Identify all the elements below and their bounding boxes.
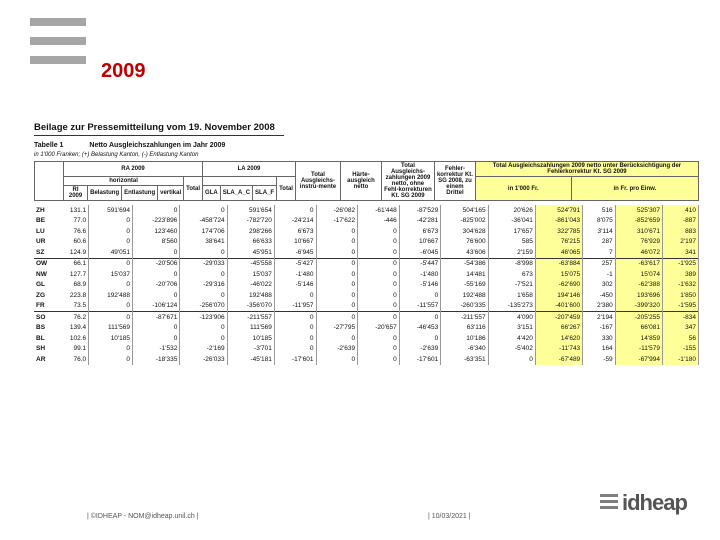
value-cell: -1'925 [662, 258, 698, 269]
value-cell: 525'307 [615, 205, 662, 216]
header-la-sub [203, 177, 277, 186]
value-cell: 124.9 [56, 247, 89, 258]
value-cell: 3'114 [583, 226, 616, 237]
value-cell: 0 [316, 333, 358, 344]
value-cell: 127.7 [56, 269, 89, 280]
header-final-a: in 1'000 Fr. [475, 177, 571, 201]
value-cell: 46'065 [535, 247, 582, 258]
value-cell: 322'785 [535, 226, 582, 237]
value-cell: 76.0 [56, 354, 89, 365]
value-cell: 0 [180, 290, 227, 301]
table-row [34, 216, 699, 227]
header-total1: Total [184, 177, 203, 201]
table-label [34, 142, 699, 149]
header-sla-ac: SLA_A_C [220, 186, 252, 201]
value-cell: 2'380 [583, 301, 616, 312]
canton-cell: SO [34, 312, 56, 323]
value-cell: -1 [583, 269, 616, 280]
value-cell: 0 [358, 354, 400, 365]
value-cell: 0 [180, 247, 227, 258]
value-cell: -2'169 [180, 344, 227, 355]
value-cell: 0 [133, 290, 180, 301]
canton-cell: AR [36, 355, 46, 363]
bar [30, 56, 86, 64]
value-cell: 111'569 [227, 323, 274, 334]
value-cell: -87'671 [133, 312, 180, 323]
value-cell: 0 [89, 301, 133, 312]
value-cell: 0 [89, 258, 133, 269]
value-cell: -17'622 [316, 216, 358, 227]
value-cell: 7 [583, 247, 616, 258]
value-cell: 15'037 [227, 269, 274, 280]
canton-cell: LU [36, 227, 45, 235]
value-cell: -834 [662, 312, 698, 323]
value-cell: 0 [133, 269, 180, 280]
value-cell: 76.2 [56, 312, 89, 323]
bar [30, 18, 86, 26]
table-row [34, 354, 699, 365]
value-cell: 0 [358, 247, 400, 258]
value-cell: -123'906 [180, 312, 227, 323]
value-cell: -62'388 [615, 280, 662, 291]
value-cell: -211'557 [227, 312, 274, 323]
table-row [34, 247, 699, 258]
value-cell: 192'488 [89, 290, 133, 301]
value-cell: -6'045 [399, 247, 441, 258]
value-cell: 49'051 [89, 247, 133, 258]
value-cell: 883 [662, 226, 698, 237]
value-cell: 257 [583, 258, 616, 269]
canton-cell: SZ [36, 248, 45, 256]
value-cell: 131.1 [56, 205, 89, 216]
value-cell: -1'480 [399, 269, 441, 280]
value-cell: 0 [180, 269, 227, 280]
value-cell: 0 [89, 354, 133, 365]
value-cell: 0 [274, 333, 316, 344]
value-cell: 15'075 [535, 269, 582, 280]
canton-cell: BE [36, 217, 46, 225]
value-cell: -17'601 [274, 354, 316, 365]
value-cell: 174'706 [180, 226, 227, 237]
value-cell: 1'850 [662, 290, 698, 301]
value-cell: 76'215 [535, 237, 582, 248]
value-cell: -458'724 [180, 216, 227, 227]
value-cell: 63'116 [441, 323, 488, 334]
canton-cell: NW [36, 270, 47, 278]
value-cell: 192'488 [227, 290, 274, 301]
value-cell: 2'197 [662, 237, 698, 248]
value-cell: 15'037 [89, 269, 133, 280]
value-cell: 302 [583, 280, 616, 291]
value-cell: -106'124 [133, 301, 180, 312]
value-cell: 0 [89, 216, 133, 227]
value-cell: 4'090 [488, 312, 535, 323]
value-cell: 10'185 [89, 333, 133, 344]
value-cell: 0 [133, 247, 180, 258]
value-cell: 45'951 [227, 247, 274, 258]
table-row [34, 237, 699, 248]
table-row [34, 333, 699, 344]
value-cell: 60.6 [56, 237, 89, 248]
value-cell: 15'074 [615, 269, 662, 280]
value-cell: 0 [399, 333, 441, 344]
value-cell: 504'165 [441, 205, 488, 216]
value-cell: -399'320 [615, 301, 662, 312]
value-cell: -6'340 [441, 344, 488, 355]
value-cell: -260'335 [441, 301, 488, 312]
header-belastung: Belastung [88, 186, 122, 201]
value-cell: 673 [488, 269, 535, 280]
value-cell: -446 [358, 216, 400, 227]
value-cell: -861'043 [535, 216, 582, 227]
value-cell: -1'480 [274, 269, 316, 280]
value-cell: 0 [274, 205, 316, 216]
value-cell: 193'696 [615, 290, 662, 301]
value-cell: -5'146 [399, 280, 441, 291]
document-scan [34, 122, 699, 365]
value-cell: -24'214 [274, 216, 316, 227]
value-cell: -42'281 [399, 216, 441, 227]
canton-cell: FR [36, 302, 45, 310]
value-cell: 585 [488, 237, 535, 248]
header-haerte: Härte-ausgleich netto [340, 162, 381, 201]
value-cell: 0 [358, 226, 400, 237]
footer-copyright: ©IDHEAP - NOM@idheap.unil.ch [90, 513, 195, 520]
value-cell: -155 [662, 344, 698, 355]
value-cell: -63'884 [535, 258, 582, 269]
value-cell: -135'273 [488, 301, 535, 312]
value-cell: 56 [662, 333, 698, 344]
value-cell: 8'075 [583, 216, 616, 227]
value-cell: 111'569 [89, 323, 133, 334]
value-cell: -5'427 [274, 258, 316, 269]
canton-cell: BL [36, 334, 45, 342]
value-cell: 194'146 [535, 290, 582, 301]
slide-title: 2009 [101, 60, 146, 82]
value-cell: 1'658 [488, 290, 535, 301]
canton-cell: GL [36, 281, 46, 289]
value-cell: -45'181 [227, 354, 274, 365]
doc-title: Beilage zur Pressemitteilung vom 19. November 2008 [34, 122, 284, 136]
value-cell: -6'945 [274, 247, 316, 258]
value-cell: -356'070 [227, 301, 274, 312]
value-cell: 0 [180, 333, 227, 344]
value-cell: -3'701 [227, 344, 274, 355]
value-cell: -1'632 [662, 280, 698, 291]
header-ri: RI 2009 [64, 186, 88, 201]
value-cell: 20'626 [488, 205, 535, 216]
value-cell: -46'453 [399, 323, 441, 334]
value-cell: 38'641 [180, 237, 227, 248]
value-cell: 76'600 [441, 237, 488, 248]
value-cell: -27'795 [316, 323, 358, 334]
value-cell: 10'667 [399, 237, 441, 248]
table-row [34, 312, 699, 323]
value-cell: -29'316 [180, 280, 227, 291]
value-cell: -61'448 [358, 205, 400, 216]
value-cell: 14'481 [441, 269, 488, 280]
table-row [34, 301, 699, 312]
value-cell: 66'267 [535, 323, 582, 334]
value-cell: 0 [89, 237, 133, 248]
header-la: LA 2009 [203, 162, 296, 177]
value-cell: -36'041 [488, 216, 535, 227]
value-cell: -20'706 [133, 280, 180, 291]
logo-text: idheap [622, 490, 687, 515]
value-cell: 389 [662, 269, 698, 280]
value-cell: -782'720 [227, 216, 274, 227]
value-cell: 46'072 [615, 247, 662, 258]
value-cell: 192'488 [441, 290, 488, 301]
value-cell: 10'185 [227, 333, 274, 344]
value-cell: 77.0 [56, 216, 89, 227]
value-cell: -5'447 [399, 258, 441, 269]
value-cell: 0 [358, 290, 400, 301]
value-cell: -211'557 [441, 312, 488, 323]
idheap-logo [600, 490, 687, 515]
value-cell: -7'521 [488, 280, 535, 291]
table-title: Netto Ausgleichszahlungen im Jahr 2009 [89, 142, 226, 149]
value-cell: -26'082 [316, 205, 358, 216]
value-cell: -11'557 [399, 301, 441, 312]
value-cell: -29'033 [180, 258, 227, 269]
value-cell: -11'579 [615, 344, 662, 355]
value-cell: 304'628 [441, 226, 488, 237]
table-row [34, 344, 699, 355]
value-cell: 76.6 [56, 226, 89, 237]
value-cell: 3'151 [488, 323, 535, 334]
value-cell: 123'460 [133, 226, 180, 237]
value-cell: -87'529 [399, 205, 441, 216]
table-body [34, 205, 699, 365]
value-cell: 0 [358, 237, 400, 248]
value-cell: 0 [274, 323, 316, 334]
value-cell: 0 [274, 290, 316, 301]
header-sla-f: SLA_F [253, 186, 277, 201]
value-cell: -207'459 [535, 312, 582, 323]
value-cell: 0 [89, 280, 133, 291]
value-cell: 0 [89, 344, 133, 355]
header-vertikal: vertikal [158, 186, 184, 201]
header-final: Total Ausgleichszahlungen 2009 netto unter Berücksichtigung der Fehlerkorrektur Kt. SG 2009 [475, 162, 698, 177]
value-cell: 4'420 [488, 333, 535, 344]
value-cell: 0 [316, 280, 358, 291]
canton-cell: UR [36, 238, 46, 246]
value-cell: -8'998 [488, 258, 535, 269]
value-cell: 310'671 [615, 226, 662, 237]
value-cell: 341 [662, 247, 698, 258]
value-cell: 6'673 [274, 226, 316, 237]
value-cell: 0 [316, 237, 358, 248]
value-cell: -20'506 [133, 258, 180, 269]
header-total-netto: Total Ausgleichs-zahlungen 2009 netto, ohne Fehl-korrekturen Kt. SG 2009 [381, 162, 434, 201]
value-cell: 287 [583, 237, 616, 248]
value-cell: 0 [358, 312, 400, 323]
value-cell: 76'929 [615, 237, 662, 248]
value-cell: -256'070 [180, 301, 227, 312]
value-cell: 0 [180, 205, 227, 216]
header-horizontal: horizontal [64, 177, 184, 186]
value-cell: 139.4 [56, 323, 89, 334]
value-cell: 2'159 [488, 247, 535, 258]
value-cell: 0 [358, 333, 400, 344]
value-cell: -54'386 [441, 258, 488, 269]
table-row [34, 290, 699, 301]
value-cell: -55'169 [441, 280, 488, 291]
value-cell: 0 [399, 290, 441, 301]
value-cell: -825'002 [441, 216, 488, 227]
value-cell: 0 [274, 312, 316, 323]
value-cell: 298'266 [227, 226, 274, 237]
value-cell: 0 [358, 301, 400, 312]
value-cell: 0 [133, 323, 180, 334]
value-cell: 0 [316, 258, 358, 269]
value-cell: 0 [316, 226, 358, 237]
value-cell: 43'606 [441, 247, 488, 258]
value-cell: -1'180 [662, 354, 698, 365]
value-cell: -1'532 [133, 344, 180, 355]
value-cell: -20'657 [358, 323, 400, 334]
value-cell: 10'667 [274, 237, 316, 248]
value-cell: 330 [583, 333, 616, 344]
value-cell: 0 [399, 312, 441, 323]
header-final-b: in Fr. pro Einw. [571, 177, 698, 201]
value-cell: -852'659 [615, 216, 662, 227]
value-cell: 6'673 [399, 226, 441, 237]
header-blank [35, 162, 64, 201]
value-cell: 10'186 [441, 333, 488, 344]
value-cell: 524'791 [535, 205, 582, 216]
footer-date: 10/03/2021 [431, 513, 467, 520]
header-total2: Total [277, 177, 296, 201]
value-cell: 0 [358, 258, 400, 269]
table-row [34, 258, 699, 269]
header-ra: RA 2009 [64, 162, 203, 177]
value-cell: -2'639 [316, 344, 358, 355]
value-cell: -17'601 [399, 354, 441, 365]
bar [30, 37, 86, 45]
value-cell: 410 [662, 205, 698, 216]
value-cell: 73.5 [56, 301, 89, 312]
value-cell: -26'033 [180, 354, 227, 365]
value-cell: -67'994 [615, 354, 662, 365]
value-cell: -5'402 [488, 344, 535, 355]
footer-right: | 10/03/2021 | [428, 513, 471, 520]
value-cell: -5'146 [274, 280, 316, 291]
value-cell: 66'633 [227, 237, 274, 248]
value-cell: 0 [358, 344, 400, 355]
header-gla: GLA [203, 186, 221, 201]
value-cell: -45'558 [227, 258, 274, 269]
table-header [34, 161, 699, 201]
value-cell: 17'657 [488, 226, 535, 237]
value-cell: -67'489 [535, 354, 582, 365]
value-cell: -887 [662, 216, 698, 227]
data-table [34, 205, 699, 365]
value-cell: -46'022 [227, 280, 274, 291]
value-cell: 0 [316, 290, 358, 301]
value-cell: -63'351 [441, 354, 488, 365]
value-cell: 0 [316, 269, 358, 280]
canton-cell: SH [36, 345, 46, 353]
canton-cell: BS [36, 324, 46, 332]
table-row [34, 269, 699, 280]
value-cell: 99.1 [56, 344, 89, 355]
footer-left: | ©IDHEAP - NOM@idheap.unil.ch | [87, 513, 199, 520]
value-cell: 102.6 [56, 333, 89, 344]
menu-bars-decoration [30, 18, 86, 75]
value-cell: 8'560 [133, 237, 180, 248]
value-cell: 66.1 [56, 258, 89, 269]
value-cell: -11'957 [274, 301, 316, 312]
value-cell: -2'639 [399, 344, 441, 355]
value-cell: 516 [583, 205, 616, 216]
table-row [34, 280, 699, 291]
value-cell: 347 [662, 323, 698, 334]
logo-bars [600, 494, 618, 509]
value-cell: -450 [583, 290, 616, 301]
value-cell: 0 [89, 226, 133, 237]
value-cell: 2'194 [583, 312, 616, 323]
value-cell: 0 [358, 280, 400, 291]
value-cell: 66'081 [615, 323, 662, 334]
canton-cell: OW [34, 258, 56, 269]
header-entlastung: Entlastung [122, 186, 158, 201]
value-cell: 0 [274, 344, 316, 355]
value-cell: -401'600 [535, 301, 582, 312]
value-cell: 0 [358, 269, 400, 280]
table-number: Tabelle 1 [34, 142, 64, 149]
value-cell: -223'896 [133, 216, 180, 227]
value-cell: -18'335 [133, 354, 180, 365]
value-cell: 14'859 [615, 333, 662, 344]
value-cell: 164 [583, 344, 616, 355]
value-cell: 68.9 [56, 280, 89, 291]
value-cell: -205'255 [615, 312, 662, 323]
value-cell: -1'595 [662, 301, 698, 312]
canton-cell: ZH [36, 206, 45, 214]
value-cell: 591'694 [89, 205, 133, 216]
header-total-ausgleich: Total Ausgleichs-instru-mente [295, 162, 340, 201]
value-cell: -11'743 [535, 344, 582, 355]
table-row [34, 205, 699, 216]
value-cell: -167 [583, 323, 616, 334]
value-cell: -62'690 [535, 280, 582, 291]
value-cell: 0 [180, 323, 227, 334]
value-cell: 223.8 [56, 290, 89, 301]
value-cell: 0 [316, 312, 358, 323]
value-cell: 0 [488, 354, 535, 365]
value-cell: 0 [316, 247, 358, 258]
value-cell: 591'654 [227, 205, 274, 216]
value-cell: -59 [583, 354, 616, 365]
value-cell: 14'620 [535, 333, 582, 344]
value-cell: 0 [316, 354, 358, 365]
table-row [34, 323, 699, 334]
canton-cell: ZG [36, 291, 46, 299]
table-row [34, 226, 699, 237]
value-cell: 0 [133, 205, 180, 216]
value-cell: 0 [89, 312, 133, 323]
value-cell: 0 [316, 301, 358, 312]
unit-note: in 1'000 Franken; (+) Belastung Kanton, (-) Entlastung Kanton [34, 152, 199, 158]
value-cell: -63'617 [615, 258, 662, 269]
header-fehler: Fehler-korrektur Kt. SG 2008, zu einem Drittel [434, 162, 475, 201]
value-cell: 0 [133, 333, 180, 344]
